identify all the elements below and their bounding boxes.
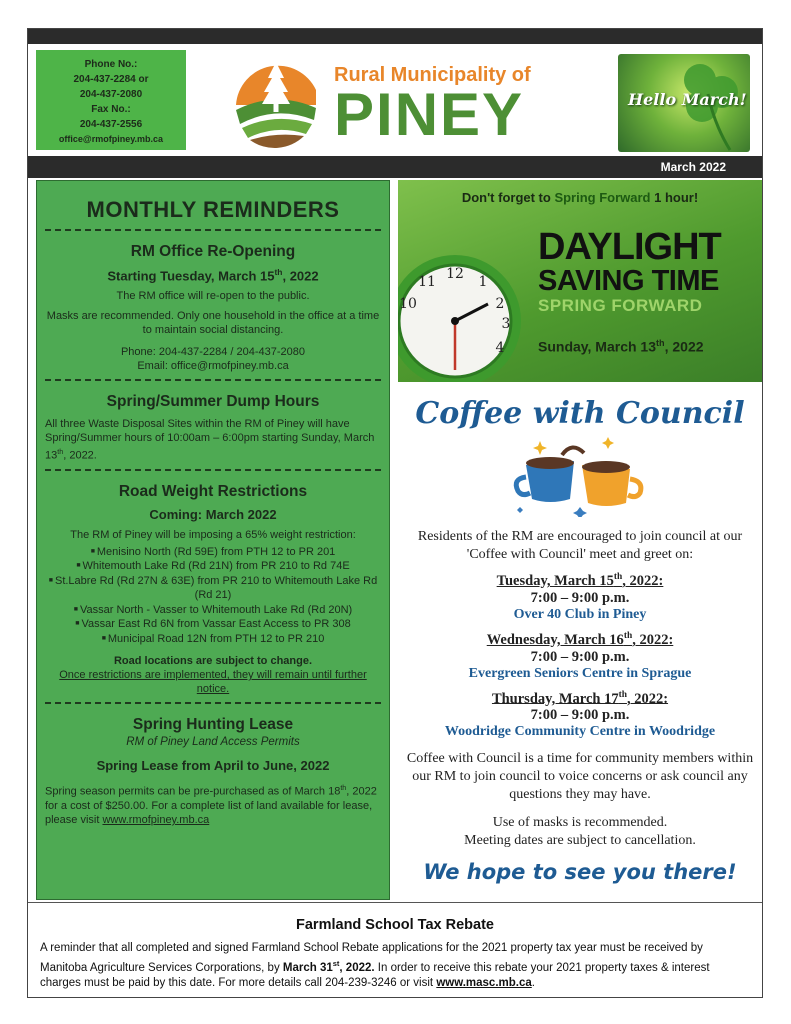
dst-date: Sunday, March 13th, 2022	[538, 338, 704, 355]
logo-subtitle: Rural Municipality of	[334, 64, 531, 86]
alarm-clock-icon	[398, 250, 526, 382]
coffee-masks: Use of masks is recommended.	[492, 815, 668, 831]
fax-number: 204-437-2556	[79, 119, 143, 130]
hunting-heading: Spring Hunting Lease	[132, 716, 294, 734]
hello-march-image	[618, 54, 750, 152]
road-list-item: ■ Whitemouth Lake Rd (Rd 21N) from PR 210 to Rd 74E	[45, 559, 381, 574]
hunting-text: Spring season permits can be pre-purchased as of March 18th, 2022 for a cost of $250.00. For a complete list of land available for lease, please visit www.rmofpiney.mb.ca	[45, 784, 377, 827]
reminders-title: MONTHLY REMINDERS	[86, 197, 340, 222]
event-place: Over 40 Club in Piney	[513, 606, 647, 622]
divider	[45, 229, 381, 231]
coffee-closing: We hope to see you there!	[423, 860, 737, 885]
event-day: Wednesday, March 16th, 2022:	[486, 630, 674, 648]
event-place: Evergreen Seniors Centre in Sprague	[468, 665, 692, 681]
road-list-item: ■ Vassar North - Vasser to Whitemouth Lake Rd (Rd 20N)	[45, 603, 381, 618]
coffee-event	[398, 572, 762, 623]
event-place: Woodridge Community Centre in Woodridge	[444, 724, 716, 740]
phone-label: Phone No.:	[84, 59, 138, 70]
rebate-text: A reminder that all completed and signed Farmland School Rebate applications for the 2021 property tax year must be received by Manitoba Agriculture Services Corporations, by March 31st, 2022. In order to receive this rebate your 2021 property taxes & interest charges must be paid by this date. For more details call 204-239-3246 or visit www.masc.mb.ca.	[40, 942, 710, 989]
svg-text:3: 3	[501, 316, 511, 332]
divider	[45, 469, 381, 471]
dump-text: All three Waste Disposal Sites within the RM of Piney will have Spring/Summer hours of 10:00am – 6:00pm starting Sunday, March 13th, 2022.	[45, 418, 375, 462]
road-list-item: ■ Menisino North (Rd 59E) from PTH 12 to PR 201	[45, 545, 381, 560]
road-note-continued: Once restrictions are implemented, they will remain until further notice.	[59, 669, 367, 696]
rm-website-link[interactable]: www.rmofpiney.mb.ca	[102, 814, 210, 827]
coffee-cups-icon	[510, 435, 650, 517]
svg-text:12: 12	[446, 266, 464, 282]
svg-text:1: 1	[478, 274, 488, 290]
road-heading: Road Weight Restrictions	[118, 482, 308, 500]
road-list-item: ■ St.Labre Rd (Rd 27N & 63E) from PR 210 to Whitemouth Lake Rd (Rd 21)	[45, 574, 381, 603]
masc-website-link[interactable]: www.masc.mb.ca	[436, 976, 532, 989]
logo-title: PINEY	[334, 81, 525, 148]
event-time: 7:00 – 9:00 p.m.	[530, 648, 630, 665]
office-email: Email: office@rmofpiney.mb.ca	[137, 360, 289, 373]
event-time: 7:00 – 9:00 p.m.	[530, 589, 630, 606]
svg-text:2: 2	[495, 296, 505, 312]
office-text-2: Masks are recommended. Only one household in the office at a time to maintain social distancing.	[46, 310, 380, 337]
coffee-description: Coffee with Council is a time for community members within our RM to join council to voice concerns or ask council any questions they may have.	[406, 751, 754, 803]
event-day: Tuesday, March 15th, 2022:	[496, 572, 664, 589]
road-list-item: ■ Vassar East Rd 6N from Vassar East Access to PR 308	[45, 617, 381, 632]
svg-text:4: 4	[495, 340, 505, 356]
hunting-permits: RM of Piney Land Access Permits	[126, 736, 300, 749]
road-subheading: Coming: March 2022	[149, 506, 277, 522]
header	[28, 44, 762, 156]
event-time: 7:00 – 9:00 p.m.	[530, 707, 630, 724]
contact-box	[36, 50, 186, 150]
svg-text:11: 11	[418, 274, 436, 290]
office-heading: RM Office Re-Opening	[130, 243, 296, 260]
dst-title-saving-time: SAVING TIME	[538, 265, 719, 297]
road-note: Road locations are subject to change.	[113, 655, 313, 668]
phone-2: 204-437-2080	[79, 89, 143, 100]
hunting-subheading: Spring Lease from April to June, 2022	[96, 758, 330, 774]
road-list-item: ■ Municipal Road 12N from PTH 12 to PR 210	[45, 632, 381, 647]
hello-march-text: Hello March!	[628, 90, 747, 109]
issue-date: March 2022	[660, 160, 726, 174]
dst-title-spring-forward: SPRING FORWARD	[538, 296, 703, 315]
coffee-event	[398, 690, 762, 741]
rebate-title: Farmland School Tax Rebate	[296, 917, 494, 933]
dst-title-daylight: DAYLIGHT	[538, 226, 721, 268]
office-phone: Phone: 204-437-2284 / 204-437-2080	[120, 346, 306, 359]
coffee-event	[398, 631, 762, 682]
divider	[45, 702, 381, 704]
event-day: Thursday, March 17th, 2022:	[491, 689, 669, 707]
monthly-reminders-panel	[36, 180, 390, 900]
coffee-cancellation: Meeting dates are subject to cancellation.	[464, 833, 696, 849]
office-text-1: The RM office will re-open to the public.	[116, 290, 310, 303]
dump-heading: Spring/Summer Dump Hours	[106, 393, 320, 411]
newsletter-page	[27, 28, 763, 998]
coffee-intro: Residents of the RM are encouraged to join council at our 'Coffee with Council' meet and greet on:	[417, 529, 743, 562]
farmland-tax-rebate	[28, 902, 762, 997]
tree-field-icon	[226, 50, 326, 150]
date-bar	[28, 156, 762, 178]
road-intro: The RM of Piney will be imposing a 65% weight restriction:	[70, 528, 356, 541]
top-bar	[28, 29, 762, 44]
spring-forward-reminder: Don't forget to Spring Forward 1 hour!	[461, 190, 699, 205]
divider	[45, 379, 381, 381]
coffee-title: Coffee with Council	[415, 396, 745, 431]
office-subheading: Starting Tuesday, March 15th, 2022	[107, 267, 319, 284]
phone-1: 204-437-2284 or	[73, 74, 149, 85]
svg-text:10: 10	[399, 296, 417, 312]
fax-label: Fax No.:	[91, 104, 131, 115]
coffee-with-council-panel	[398, 384, 762, 900]
road-list	[45, 545, 381, 647]
piney-logo	[226, 50, 566, 150]
contact-email: office@rmofpiney.mb.ca	[58, 134, 164, 144]
daylight-saving-panel	[398, 180, 762, 382]
